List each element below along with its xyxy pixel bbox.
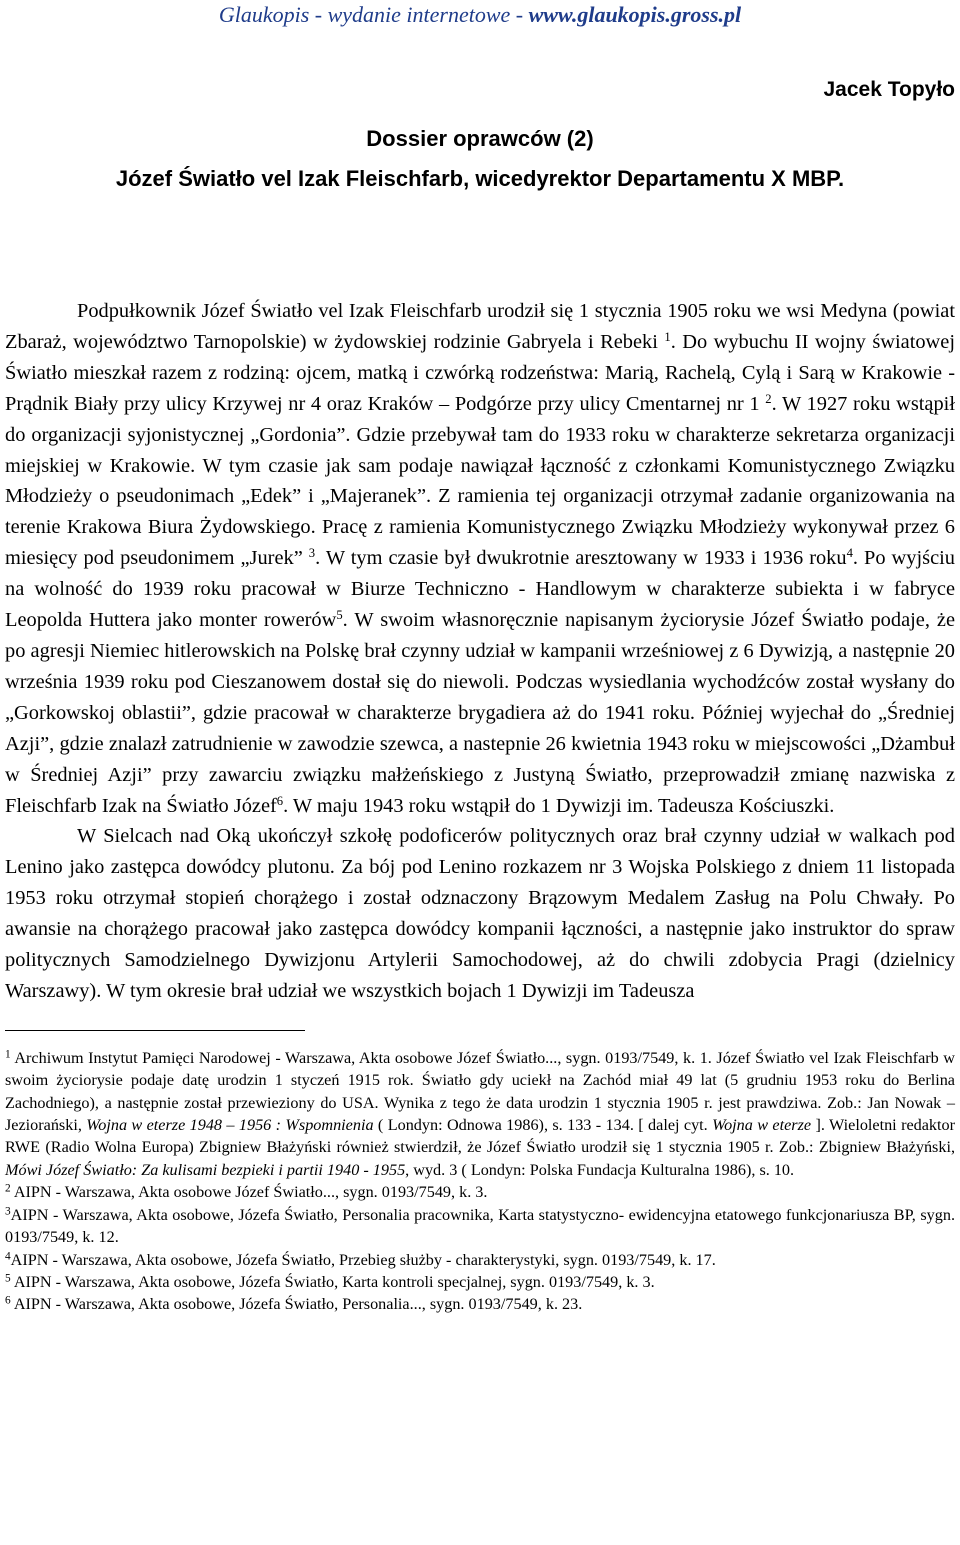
header-prefix: Glaukopis - wydanie internetowe -	[218, 2, 529, 27]
footnote-number: 3	[5, 1205, 11, 1218]
series-title: Dossier oprawców (2)	[366, 126, 594, 151]
p1-text-10: . W swoim własnoręcznie napisanym życiorysie Józef Światło podaje, że po agresji Niemiec hitlerowskich na Polskę brał czynny udział w kampanii wrześniowej z 6 Dywizją, a następnie 20 września 1939 roku pod Cieszanowem dostał się do niewoli. Podczas wysiedlania wychodźców został wysłany do „Gorkowskoj oblastii”, gdzie pracował w charakterze brygadiera aż do 1941 roku. Później wyjechał do „Średniej Azji”, gdzie znalazł zatrudnienie w zawodzie szewca, a nastepnie 26 kwietnia 1943 roku w miejscowości „Dżambuł w Średniej Azji” przy zawarciu związku małżeńskiego z Justyną Światło, przeprowadził zmianę nazwiska z Fleischfarb Izak na Światło Józef	[5, 609, 956, 817]
footnote-2-text: AIPN - Warszawa, Akta osobowe Józef Światło..., sygn. 0193/7549, k. 3.	[10, 1183, 488, 1202]
footnote-1-title-b: Wojna w eterze	[712, 1116, 812, 1135]
footnote-ref-1[interactable]: 1	[664, 329, 671, 344]
footnote-ref-5[interactable]: 5	[336, 608, 343, 623]
p1-text-4: . W 1927 roku wstąpił do organizacji syjonistycznej „Gordonia”. Gdzie przebywał tam do 1933 roku w charakterze sekretarza organizacji miejskiej w Krakowie. W tym czasie jak sam podaje nawiązał łączność z członkami Komunistycznego Związku Młodzieży o pseudonimach „Edek” i „Majeranek”. Z ramienia tej organizacji otrzymał zadanie organizowania na terenie Krakowa Biura Żydowskiego. Pracę z ramienia Komunistycznego Związku Młodzieży wykonywał przez 6 miesięcy pod pseudonimem „Jurek”	[5, 392, 955, 570]
footnote-number: 2	[5, 1182, 11, 1195]
footnotes-section	[5, 1047, 955, 1316]
header-url-link[interactable]: www.glaukopis.gross.pl	[528, 2, 742, 27]
footnote-6-text: AIPN - Warszawa, Akta osobowe, Józefa Światło, Personalia..., sygn. 0193/7549, k. 23.	[10, 1295, 583, 1314]
footnote-1	[5, 1047, 955, 1181]
footnote-1-text-b: ( Londyn: Odnowa 1986), s. 133 - 134. [ dalej cyt.	[373, 1116, 713, 1135]
footnote-separator	[5, 1030, 305, 1031]
page-header	[5, 2, 955, 28]
footnote-2	[5, 1181, 955, 1203]
footnote-3-text: AIPN - Warszawa, Akta osobowe, Józefa Światło, Personalia pracownika, Karta statystyczno- ewidencyjna etatowego funkcjonariusza BP, sygn. 0193/7549, k. 12.	[5, 1205, 955, 1247]
footnote-1-text-a: Archiwum Instytut Pamięci Narodowej - Warszawa, Akta osobowe Józef Światło..., sygn. 0193/7549, k. 1. Józef Światło vel Izak Fleischfarb w swoim życiorysie podaje datę urodzin 1 styczeń 1915 rok. Światło gdy uciekł na Zachód miał 49 lat (5 grudniu 1953 roku do Berlina Zachodniego), a następnie został przewieziony do USA. Wynika z tego że data urodzin 1 stycznia 1905 r. jest prawdziwa. Zob.: Jan Nowak – Jeziorański,	[5, 1048, 955, 1135]
paragraph-2: W Sielcach nad Oką ukończył szkołę podoficerów politycznych oraz brał czynny udział w walkach pod Lenino jako zastępca dowódcy plutonu. Za bój pod Lenino rozkazem nr 3 Wojska Polskiego z dniem 11 listopada 1953 roku otrzymał stopień chorążego i został odznaczony Brązowym Medalem Zasług na Polu Chwały. Po awansie na chorążego pracował jako zastępca dowódcy kompanii łączności, a następnie jako instruktor do spraw politycznych Samodzielnego Dywizjonu Artylerii Samochodowej, aż do chwili zdobycia Pragi (dzielnicy Warszawy). W tym okresie brał udział we wszystkich bojach 1 Dywizji im Tadeusza	[5, 825, 955, 1002]
p1-text-8: . Po wyjściu na wolność do 1939 roku pracował w Biurze Techniczno - Handlowym w charakterze subiekta i w fabryce Leopolda Huttera jako monter rowerów	[5, 547, 955, 632]
p1-text-2: . Do wybuchu II wojny światowej Światło mieszkał razem z rodziną: ojcem, matką i czwórką rodzeństwa: Marią, Rachelą, Cylą i Sarą w Krakowie - Prądnik Biały przy ulicy Krzywej nr 4 oraz Kraków – Podgórze przy ulicy Cmentarnej nr 1	[5, 330, 956, 415]
author-name: Jacek Topyło	[823, 78, 955, 101]
footnote-5-text: AIPN - Warszawa, Akta osobowe, Józefa Światło, Karta kontroli specjalnej, sygn. 0193/7549, k. 3.	[10, 1272, 655, 1291]
footnote-ref-2[interactable]: 2	[765, 391, 772, 406]
document-page	[5, 0, 955, 1316]
footnote-ref-6[interactable]: 6	[276, 793, 284, 808]
p1-text-12: . W maju 1943 roku wstąpił do 1 Dywizji im. Tadeusza Kościuszki.	[283, 794, 835, 817]
footnote-number: 4	[5, 1249, 11, 1262]
p1-text-0: Podpułkownik Józef Światło vel Izak Fleischfarb urodził się 1 stycznia 1905 roku we wsi Medyna (powiat Zbaraż, województwo Tarnopolskie) w żydowskiej rodzinie Gabryela i Rebeki	[5, 300, 955, 353]
footnote-ref-3[interactable]: 3	[308, 546, 316, 561]
footnote-3	[5, 1204, 955, 1249]
paragraph-1	[5, 296, 955, 821]
article-title: Józef Światło vel Izak Fleischfarb, wicedyrektor Departamentu X MBP.	[115, 166, 845, 191]
footnote-1-title-a: Wojna w eterze 1948 – 1956 : Wspomnienia	[86, 1116, 374, 1135]
p1-text-6: . W tym czasie był dwukrotnie aresztowany w 1933 i 1936 roku	[315, 547, 847, 570]
footnote-1-title-c: Mówi Józef Światło: Za kulisami bezpieki i partii 1940 - 1955	[5, 1160, 406, 1179]
footnote-number: 5	[5, 1272, 11, 1285]
footnote-4	[5, 1249, 955, 1271]
footnote-1-text-d: , wyd. 3 ( Londyn: Polska Fundacja Kulturalna 1986), s. 10.	[405, 1160, 795, 1179]
footnote-number: 6	[5, 1294, 11, 1307]
footnote-1-text-c: ]. Wieloletni redaktor RWE (Radio Wolna Europa) Zbigniew Błażyński również stwierdził, że Józef Światło urodził się 1 stycznia 1905 r. Zob.: Zbigniew Błażyński,	[5, 1116, 955, 1157]
footnote-number: 1	[5, 1048, 11, 1061]
footnote-ref-4[interactable]: 4	[846, 546, 853, 561]
footnote-5	[5, 1271, 955, 1293]
article-body	[5, 296, 955, 1007]
footnote-4-text: AIPN - Warszawa, Akta osobowe, Józefa Światło, Przebieg służby - charakterystyki, sygn. 0193/7549, k. 17.	[10, 1250, 716, 1269]
footnote-6	[5, 1293, 955, 1315]
